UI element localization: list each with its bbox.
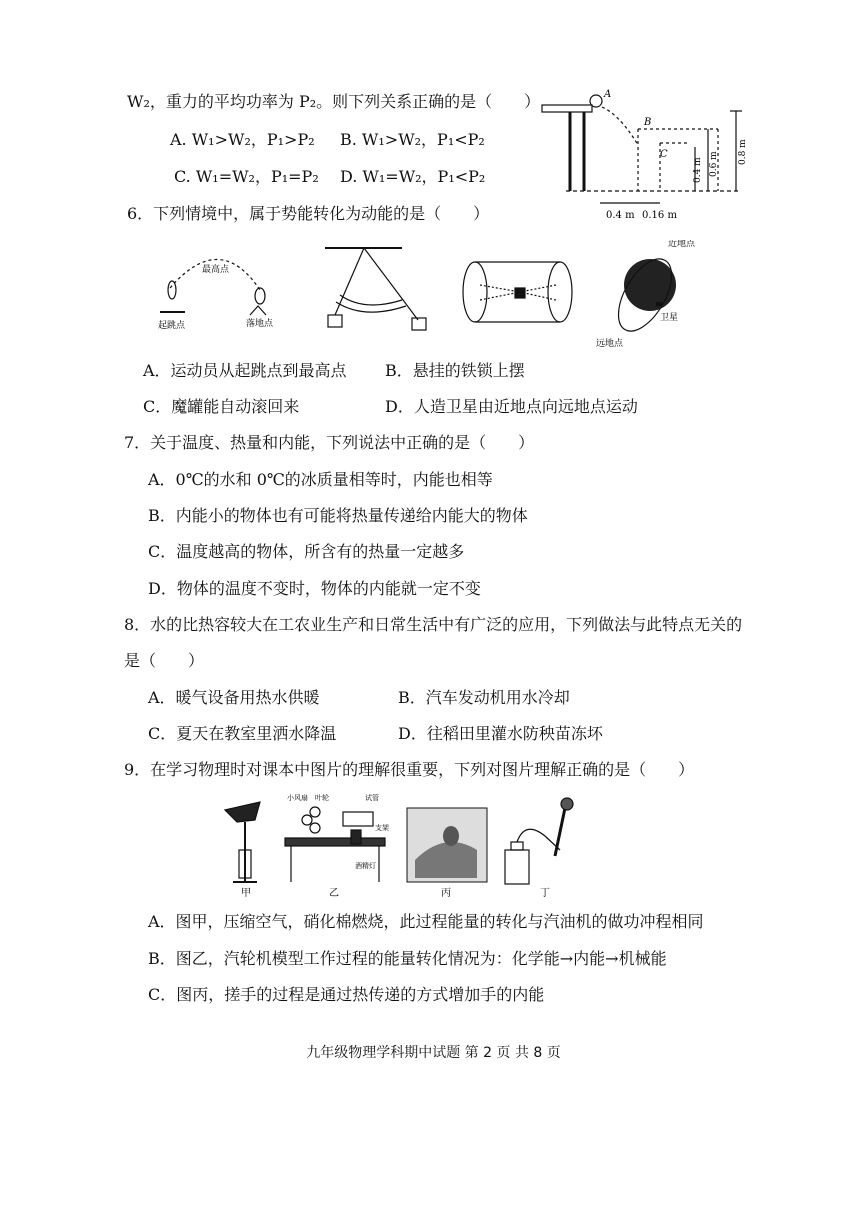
label-wheel: 叶轮 [315,794,329,802]
label-jia: 甲 [241,888,251,899]
q7-option-d: D．物体的温度不变时，物体的内能就一定不变 [148,579,481,598]
q9-option-b: B．图乙，汽轮机模型工作过程的能量转化情况为：化学能→内能→机械能 [148,949,667,968]
label-apogee: 远地点 [596,339,624,349]
label-stand: 支架 [375,824,389,832]
q5-option-c: C. W₁=W₂，P₁=P₂ [174,167,319,186]
q5-stem-tail: W₂，重力的平均功率为 P₂。则下列关系正确的是（ ） [127,92,541,111]
q6-option-a: A．运动员从起跳点到最高点 [143,361,347,380]
label-satellite: 卫星 [660,313,679,323]
label-tube: 试管 [365,794,379,802]
compression-figure [225,802,260,882]
q6-stem: 6．下列情境中，属于势能转化为动能的是（ ） [127,204,490,223]
label-b: B [644,117,652,128]
rolling-can-figure [463,262,572,322]
label-c: C [660,149,668,160]
turbine-figure [285,807,385,882]
q8-option-c: C．夏天在教室里洒水降温 [148,724,337,743]
q9-figures [215,790,615,900]
q6-figures [150,240,710,355]
q7-option-b: B．内能小的物体也有可能将热量传递给内能大的物体 [148,506,528,525]
label-perigee: 近地点 [668,240,696,249]
dim-04-h: 0.4 m [606,210,635,221]
q6-option-b: B．悬挂的铁锁上摆 [385,361,525,380]
label-takeoff: 起跳点 [158,321,186,331]
dim-04-v: 0.4 m [693,157,703,183]
ball [590,95,602,107]
q5-option-d: D. W₁=W₂，P₁<P₂ [340,167,486,186]
q6-option-c: C．魔罐能自动滚回来 [143,397,300,416]
dim-016: 0.16 m [642,210,677,221]
label-bing: 丙 [441,888,451,899]
label-highest: 最高点 [202,265,230,275]
label-landing: 落地点 [246,319,274,329]
q7-stem: 7．关于温度、热量和内能，下列说法中正确的是（ ） [124,433,535,452]
q5-option-a: A. W₁>W₂，P₁>P₂ [170,130,315,149]
label-lamp: 酒精灯 [355,862,376,870]
dim-08: 0.8 m [738,139,748,165]
q9-option-a: A．图甲，压缩空气，硝化棉燃烧，此过程能量的转化与汽油机的做功冲程相同 [148,912,704,931]
q6-option-d: D．人造卫星由近地点向远地点运动 [385,397,638,416]
label-yi: 乙 [329,888,339,899]
q8-stem-line2: 是（ ） [124,651,205,670]
q8-stem-line1: 8．水的比热容较大在工农业生产和日常生活中有广泛的应用，下列做法与此特点无关的 [124,615,743,634]
q8-option-a: A．暖气设备用热水供暖 [148,688,320,707]
q5-figure [540,85,760,225]
label-fan: 小风扇 [287,794,308,802]
bottle-pump-figure [505,798,573,884]
label-ding: 丁 [540,888,550,899]
q8-option-d: D．往稻田里灌水防秧苗冻坏 [398,724,603,743]
q9-stem: 9．在学习物理时对课本中图片的理解很重要，下列对图片理解正确的是（ ） [124,760,695,779]
rubbing-hands-figure [407,808,487,882]
satellite-figure [608,250,683,339]
q8-option-b: B．汽车发动机用水冷却 [398,688,570,707]
q5-option-b: B. W₁>W₂，P₁<P₂ [340,130,485,149]
table-top [542,105,592,112]
pendulum-figure [325,248,426,330]
label-a: A [604,89,612,100]
q7-option-c: C．温度越高的物体，所含有的热量一定越多 [148,542,465,561]
page-footer: 九年级物理学科期中试题 第 2 页 共 8 页 [306,1045,561,1061]
dim-06: 0.6 m [709,151,719,177]
q7-option-a: A．0℃的水和 0℃的冰质量相等时，内能也相等 [148,470,493,489]
q9-option-c: C．图丙，搓手的过程是通过热传递的方式增加手的内能 [148,985,545,1004]
